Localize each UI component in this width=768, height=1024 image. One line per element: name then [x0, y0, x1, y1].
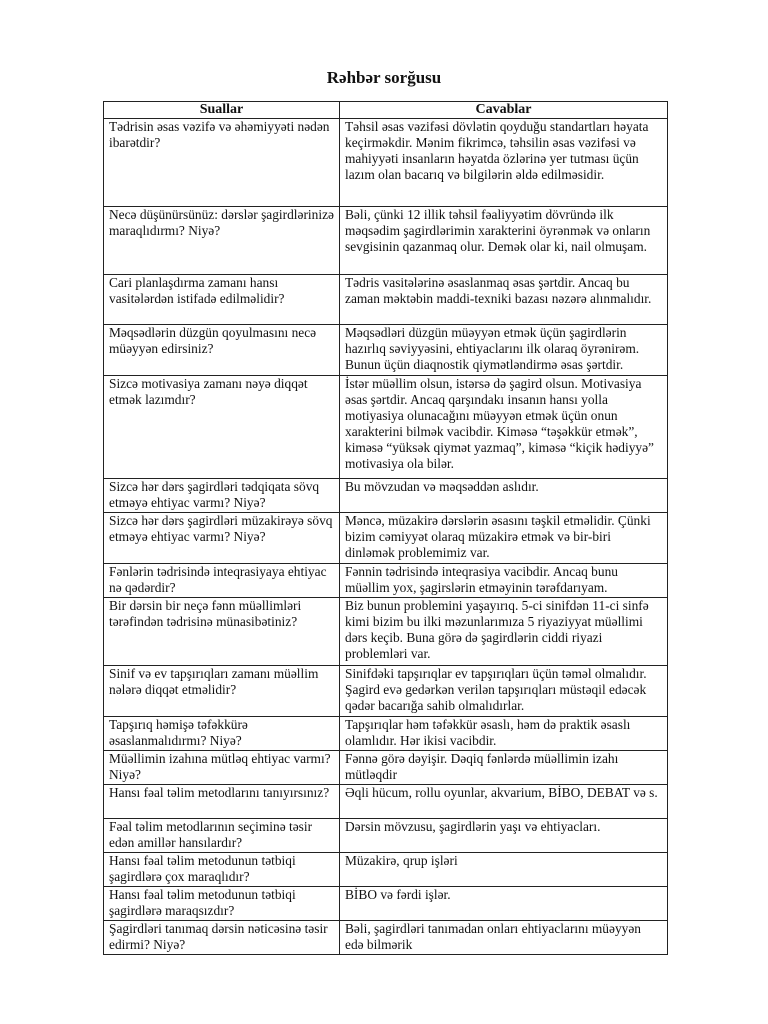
table-row [104, 325, 668, 376]
answer-cell: Fənnin tədrisində inteqrasiya vacibdir. Ancaq bunu müəllim yox, şagirslərin etməyinin tərəfdarıyam. [340, 564, 668, 598]
answer-cell: Məncə, müzakirə dərslərin əsasını təşkil etməlidir. Çünki bizim cəmiyyət olaraq müzakirə etmək və bir-biri dinləmək problemimiz var. [340, 513, 668, 564]
document-title: Rəhbər sorğusu [326, 68, 442, 87]
answer-cell: Müzakirə, qrup işləri [340, 853, 668, 887]
table-header-row [104, 102, 668, 119]
table-row [104, 119, 668, 207]
question-cell: Cari planlaşdırma zamanı hansı vasitələrdən istifadə edilməlidir? [104, 275, 340, 325]
table-row [104, 853, 668, 887]
question-cell: Sizcə hər dərs şagirdləri tədqiqata sövq etməyə ehtiyac varmı? Niyə? [104, 479, 340, 513]
table-row [104, 598, 668, 666]
answer-cell: BİBO və fərdi işlər. [340, 887, 668, 921]
table-row [104, 717, 668, 751]
question-cell: Məqsədlərin düzgün qoyulmasını necə müəyyən edirsiniz? [104, 325, 340, 376]
question-cell: Fənlərin tədrisində inteqrasiyaya ehtiyac nə qədərdir? [104, 564, 340, 598]
table-row [104, 207, 668, 275]
question-cell: Sinif və ev tapşırıqları zamanı müəllim nələrə diqqət etməlidir? [104, 666, 340, 717]
question-cell: Bir dərsin bir neçə fənn müəllimləri tərəfindən tədrisinə münasibətiniz? [104, 598, 340, 666]
answer-cell: Təhsil əsas vəzifəsi dövlətin qoyduğu standartları həyata keçirməkdir. Mənim fikrimcə, təhsilin əsas vəzifəsi və mahiyyəti insanların həyatda özlərinə yer tutması üçün lazım olan bacarıq və bilgilərin əldə edilməsidir. [340, 119, 668, 207]
question-cell: Hansı fəal təlim metodlarını tanıyırsınız? [104, 785, 340, 819]
answer-cell: Tədris vasitələrinə əsaslanmaq əsas şərtdir. Ancaq bu zaman məktəbin maddi-texniki bazası nəzərə alınmalıdır. [340, 275, 668, 325]
question-cell: Tapşırıq həmişə təfəkkürə əsaslanmalıdırmı? Niyə? [104, 717, 340, 751]
question-cell: Tədrisin əsas vəzifə və əhəmiyyəti nədən ibarətdir? [104, 119, 340, 207]
table-row [104, 513, 668, 564]
answer-cell: Bu mövzudan və məqsəddən aslıdır. [340, 479, 668, 513]
answer-cell: Sinifdəki tapşırıqlar ev tapşırıqları üçün təməl olmalıdır. Şagird evə gedərkən verilən tapşırıqları müstəqil edəcək qədər bacarığa sahib olmalıdırlar. [340, 666, 668, 717]
answer-cell: İstər müəllim olsun, istərsə də şagird olsun. Motivasiya əsas şərtdir. Ancaq qarşındakı insanın hansı yolla motiyasiya olunacağını müəyyən etmək üçün onun xarakterini bilmək vacibdir. Kiməsə “təşəkkür etmək”, kiməsə “yüksək qiymət yazmaq”, kiməsə “kiçik hədiyyə” motivasiya ola bilər. [340, 376, 668, 479]
table-row [104, 564, 668, 598]
table-row [104, 376, 668, 479]
question-cell: Sizcə hər dərs şagirdləri müzakirəyə sövq etməyə ehtiyac varmı? Niyə? [104, 513, 340, 564]
table-row [104, 785, 668, 819]
answer-cell: Tapşırıqlar həm təfəkkür əsaslı, həm də praktik əsaslı olamlıdır. Hər ikisi vacibdir. [340, 717, 668, 751]
question-cell: Müəllimin izahına mütləq ehtiyac varmı? Niyə? [104, 751, 340, 785]
question-cell: Sizcə motivasiya zamanı nəyə diqqət etmək lazımdır? [104, 376, 340, 479]
answer-cell: Biz bunun problemini yaşayırıq. 5-ci sinifdən 11-ci sinfə kimi bizim bu ilki məzunlarımıza 5 riyaziyyat müəllimi dərs keçib. Buna görə də şagirdlərin ciddi riyazi problemləri var. [340, 598, 668, 666]
answer-cell: Əqli hücum, rollu oyunlar, akvarium, BİBO, DEBAT və s. [340, 785, 668, 819]
answer-cell: Bəli, şagirdləri tanımadan onları ehtiyaclarını müəyyən edə bilmərik [340, 921, 668, 955]
answers-column-header: Cavablar [340, 102, 668, 119]
question-cell: Şagirdləri tanımaq dərsin nəticəsinə təsir edirmi? Niyə? [104, 921, 340, 955]
answer-cell: Dərsin mövzusu, şagirdlərin yaşı və ehtiyacları. [340, 819, 668, 853]
survey-table [103, 101, 668, 955]
question-cell: Necə düşünürsünüz: dərslər şagirdlərinizə maraqlıdırmı? Niyə? [104, 207, 340, 275]
question-cell: Hansı fəal təlim metodunun tətbiqi şagirdlərə maraqsızdır? [104, 887, 340, 921]
answer-cell: Bəli, çünki 12 illik təhsil fəaliyyətim dövründə ilk məqsədim şagirdlərimin xarakterini öyrənmək və onların sevgisinin qazanmaq olur. Demək olar ki, nail olmuşam. [340, 207, 668, 275]
table-row [104, 275, 668, 325]
table-row [104, 887, 668, 921]
table-row [104, 921, 668, 955]
table-row [104, 666, 668, 717]
table-row [104, 479, 668, 513]
answer-cell: Məqsədləri düzgün müəyyən etmək üçün şagirdlərin hazırlıq səviyyəsini, ehtiyaclarını ilk olaraq öyrənirəm. Bunun üçün diaqnostik qiymətləndirmə əsas şərtdir. [340, 325, 668, 376]
question-cell: Hansı fəal təlim metodunun tətbiqi şagirdlərə çox maraqlıdır? [104, 853, 340, 887]
question-cell: Fəal təlim metodlarının seçiminə təsir edən amillər hansılardır? [104, 819, 340, 853]
answer-cell: Fənnə görə dəyişir. Dəqiq fənlərdə müəllimin izahı mütləqdir [340, 751, 668, 785]
table-row [104, 751, 668, 785]
questions-column-header: Suallar [104, 102, 340, 119]
table-row [104, 819, 668, 853]
